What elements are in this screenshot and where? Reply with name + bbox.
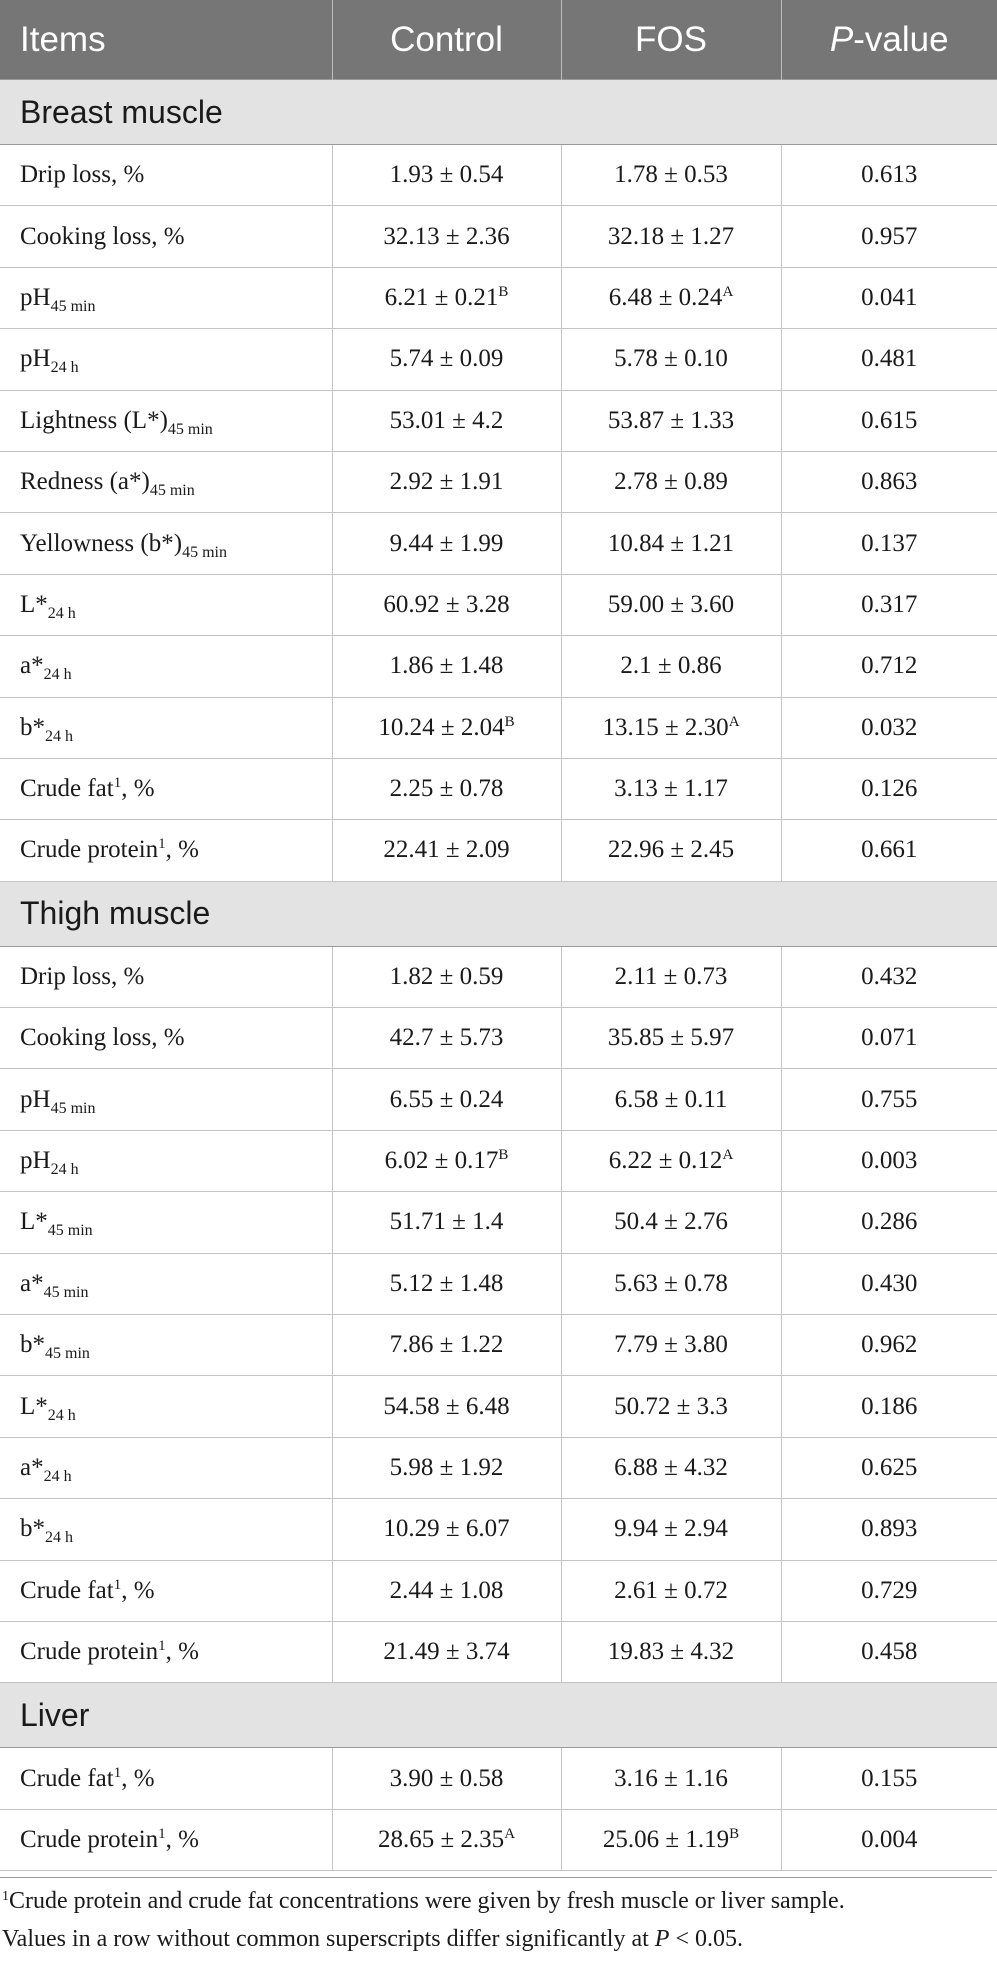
table-row <box>0 1315 997 1376</box>
row-label: pH <box>20 1147 51 1175</box>
footnote-text-2-suffix: < 0.05. <box>669 1926 743 1952</box>
section-row <box>0 881 997 946</box>
table-row <box>0 451 997 512</box>
header-pvalue <box>781 0 997 80</box>
row-label: Lightness (L*) <box>20 406 168 434</box>
table-row <box>0 390 997 451</box>
fos-value: 2.11 ± 0.73 <box>614 962 728 990</box>
p-value-cell: 0.003 <box>781 1130 997 1191</box>
control-value: 10.29 ± 6.07 <box>383 1515 510 1543</box>
fos-value: 2.61 ± 0.72 <box>614 1576 728 1604</box>
row-label: L* <box>20 1208 48 1236</box>
row-label-superscript: 1 <box>158 1825 166 1842</box>
table-row <box>0 1192 997 1253</box>
control-cell <box>332 636 561 697</box>
row-label-cell <box>0 1748 332 1809</box>
fos-superscript: A <box>722 1147 734 1164</box>
table-row <box>0 1253 997 1314</box>
fos-value: 6.88 ± 4.32 <box>614 1454 728 1481</box>
p-value-cell: 0.458 <box>781 1621 997 1682</box>
row-label-subscript: 24 h <box>45 727 73 745</box>
fos-value: 19.83 ± 4.32 <box>607 1638 735 1666</box>
control-value: 1.86 ± 1.48 <box>389 652 504 680</box>
fos-superscript: B <box>729 1825 740 1842</box>
table-row <box>0 574 997 635</box>
p-value-cell: 0.432 <box>781 946 997 1007</box>
table-body <box>0 80 997 1871</box>
row-label-cell <box>0 946 332 1007</box>
control-value: 42.7 ± 5.73 <box>389 1024 504 1052</box>
row-label-cell <box>0 1315 332 1376</box>
row-label-cell <box>0 758 332 819</box>
p-value-cell: 0.155 <box>781 1748 997 1809</box>
row-label-cell <box>0 1253 332 1314</box>
row-label: Crude protein <box>20 1638 159 1666</box>
table-row <box>0 329 997 390</box>
row-label-subscript: 45 min <box>43 1283 89 1301</box>
header-items: Items <box>0 0 332 80</box>
header-row <box>0 0 997 80</box>
fos-cell <box>561 206 781 267</box>
row-label: L* <box>20 1392 48 1420</box>
row-label: b* <box>20 713 45 741</box>
row-label: Crude fat <box>20 1576 114 1604</box>
row-label: Crude fat <box>20 1764 114 1792</box>
control-value: 6.02 ± 0.17 <box>384 1147 499 1175</box>
row-label-subscript: 45 min <box>182 543 227 561</box>
control-value: 10.24 ± 2.04 <box>378 713 505 741</box>
footnote-marker: 1 <box>2 1889 9 1904</box>
fos-cell <box>561 513 781 574</box>
row-label-cell <box>0 1376 332 1437</box>
row-label: Drip loss, % <box>20 962 145 990</box>
control-value: 2.25 ± 0.78 <box>389 775 504 803</box>
row-label-suffix: , % <box>121 775 155 803</box>
row-label-cell <box>0 145 332 206</box>
p-value-cell: 0.613 <box>781 145 997 206</box>
control-value: 54.58 ± 6.48 <box>383 1392 510 1420</box>
header-pvalue-rest: -value <box>853 19 949 59</box>
p-value-cell: 0.755 <box>781 1069 997 1130</box>
row-label-superscript: 1 <box>158 1638 166 1655</box>
control-value: 2.44 ± 1.08 <box>389 1576 504 1604</box>
row-label-subscript: 45 min <box>167 420 213 438</box>
fos-value: 6.48 ± 0.24 <box>608 283 723 311</box>
control-cell <box>332 1621 561 1682</box>
row-label-cell <box>0 329 332 390</box>
row-label-superscript: 1 <box>158 836 166 853</box>
fos-value: 5.78 ± 0.10 <box>614 345 728 373</box>
row-label-subscript: 45 min <box>149 482 195 500</box>
row-label: Cooking loss, % <box>20 222 185 250</box>
control-cell <box>332 697 561 758</box>
row-label-suffix: , % <box>165 1638 199 1666</box>
fos-cell <box>561 1809 781 1870</box>
row-label-superscript: 1 <box>113 1576 122 1593</box>
table-row <box>0 697 997 758</box>
footnote-text-1: Crude protein and crude fat concentrations were given by fresh muscle or liver sample. <box>9 1888 845 1914</box>
row-label-subscript: 24 h <box>45 1529 73 1547</box>
fos-cell <box>561 390 781 451</box>
fos-superscript: A <box>728 713 740 730</box>
fos-value: 1.78 ± 0.53 <box>614 161 728 189</box>
control-cell <box>332 1130 561 1191</box>
footnote-text-2-prefix: Values in a row without common superscripts differ significantly at <box>2 1926 655 1952</box>
row-label: a* <box>20 652 44 680</box>
control-superscript: B <box>498 283 509 300</box>
row-label-superscript: 1 <box>113 775 122 792</box>
fos-value: 13.15 ± 2.30 <box>602 713 729 741</box>
p-value-cell: 0.962 <box>781 1315 997 1376</box>
control-value: 1.93 ± 0.54 <box>389 161 504 189</box>
row-label-cell <box>0 636 332 697</box>
row-label-cell <box>0 451 332 512</box>
fos-value: 7.79 ± 3.80 <box>614 1331 728 1359</box>
table-row <box>0 946 997 1007</box>
row-label-subscript: 24 h <box>50 359 79 377</box>
control-superscript: B <box>504 713 515 730</box>
p-value-cell: 0.625 <box>781 1437 997 1498</box>
fos-cell <box>561 1499 781 1560</box>
fos-cell <box>561 1008 781 1069</box>
row-label-subscript: 24 h <box>50 1161 79 1179</box>
fos-value: 3.16 ± 1.16 <box>614 1764 728 1792</box>
fos-cell <box>561 145 781 206</box>
control-cell <box>332 1499 561 1560</box>
fos-cell <box>561 1192 781 1253</box>
fos-value: 2.1 ± 0.86 <box>620 652 722 680</box>
row-label: Redness (a*) <box>20 468 150 496</box>
fos-cell <box>561 574 781 635</box>
row-label-subscript: 24 h <box>43 666 72 684</box>
p-value-cell: 0.071 <box>781 1008 997 1069</box>
row-label-subscript: 45 min <box>50 297 96 315</box>
control-cell <box>332 1748 561 1809</box>
row-label-suffix: , % <box>165 836 199 864</box>
control-cell <box>332 451 561 512</box>
table-row <box>0 758 997 819</box>
fos-cell <box>561 758 781 819</box>
control-cell <box>332 267 561 328</box>
control-superscript: A <box>504 1825 516 1842</box>
row-label-cell <box>0 1192 332 1253</box>
fos-cell <box>561 451 781 512</box>
row-label-cell <box>0 267 332 328</box>
p-value-cell: 0.137 <box>781 513 997 574</box>
p-value-cell: 0.729 <box>781 1560 997 1621</box>
p-value-cell: 0.317 <box>781 574 997 635</box>
fos-cell <box>561 267 781 328</box>
header-pvalue-italic: P <box>829 19 854 59</box>
table-row <box>0 820 997 881</box>
row-label: Yellowness (b*) <box>20 529 183 557</box>
control-value: 9.44 ± 1.99 <box>389 529 504 557</box>
fos-value: 6.22 ± 0.12 <box>608 1147 723 1175</box>
control-value: 1.82 ± 0.59 <box>389 962 504 990</box>
row-label-subscript: 45 min <box>50 1099 96 1117</box>
row-label-cell <box>0 1008 332 1069</box>
p-value-cell: 0.957 <box>781 206 997 267</box>
control-cell <box>332 206 561 267</box>
control-value: 3.90 ± 0.58 <box>389 1764 504 1792</box>
p-value-cell: 0.126 <box>781 758 997 819</box>
row-label-cell <box>0 697 332 758</box>
control-cell <box>332 758 561 819</box>
fos-cell <box>561 1315 781 1376</box>
row-label: Crude protein <box>20 1825 159 1853</box>
control-cell <box>332 329 561 390</box>
control-cell <box>332 1560 561 1621</box>
table-row <box>0 1621 997 1682</box>
table-row <box>0 1437 997 1498</box>
fos-value: 22.96 ± 2.45 <box>607 836 735 864</box>
control-cell <box>332 946 561 1007</box>
fos-cell <box>561 820 781 881</box>
fos-value: 50.4 ± 2.76 <box>614 1208 728 1236</box>
row-label-suffix: , % <box>121 1764 155 1792</box>
row-label: a* <box>20 1454 44 1481</box>
p-value-cell: 0.186 <box>781 1376 997 1437</box>
control-cell <box>332 1192 561 1253</box>
fos-cell <box>561 1560 781 1621</box>
p-value-cell: 0.286 <box>781 1192 997 1253</box>
fos-value: 3.13 ± 1.17 <box>614 775 728 803</box>
row-label: Cooking loss, % <box>20 1024 185 1052</box>
control-cell <box>332 1069 561 1130</box>
section-title: Liver <box>0 1683 997 1748</box>
row-label-subscript: 24 h <box>47 604 76 622</box>
fos-value: 53.87 ± 1.33 <box>607 406 735 434</box>
table-row <box>0 1376 997 1437</box>
row-label: L* <box>20 590 48 618</box>
row-label: pH <box>20 1085 51 1113</box>
row-label: a* <box>20 1269 44 1297</box>
table-row <box>0 513 997 574</box>
header-control: Control <box>332 0 561 80</box>
control-value: 2.92 ± 1.91 <box>389 468 504 496</box>
control-value: 51.71 ± 1.4 <box>389 1208 504 1236</box>
p-value-cell: 0.893 <box>781 1499 997 1560</box>
row-label: b* <box>20 1331 45 1359</box>
p-value-cell: 0.712 <box>781 636 997 697</box>
table-row <box>0 1809 997 1870</box>
table-row <box>0 636 997 697</box>
fos-cell <box>561 1437 781 1498</box>
section-title: Breast muscle <box>0 80 997 145</box>
p-value-cell: 0.032 <box>781 697 997 758</box>
control-value: 60.92 ± 3.28 <box>383 590 510 618</box>
control-cell <box>332 1809 561 1870</box>
row-label-cell <box>0 1437 332 1498</box>
table-row <box>0 1560 997 1621</box>
p-value-cell: 0.004 <box>781 1809 997 1870</box>
row-label-superscript: 1 <box>113 1764 122 1781</box>
control-value: 6.21 ± 0.21 <box>384 283 499 311</box>
p-value-cell: 0.430 <box>781 1253 997 1314</box>
row-label-cell <box>0 1130 332 1191</box>
table-footnote <box>0 1877 992 1956</box>
control-cell <box>332 1253 561 1314</box>
table-row <box>0 145 997 206</box>
fos-cell <box>561 1069 781 1130</box>
p-value-cell: 0.615 <box>781 390 997 451</box>
row-label-subscript: 45 min <box>45 1345 90 1363</box>
fos-cell <box>561 1253 781 1314</box>
fos-value: 9.94 ± 2.94 <box>614 1515 728 1543</box>
row-label-suffix: , % <box>121 1576 155 1604</box>
section-title: Thigh muscle <box>0 881 997 946</box>
table-row <box>0 1499 997 1560</box>
fos-value: 50.72 ± 3.3 <box>614 1392 728 1420</box>
fos-value: 2.78 ± 0.89 <box>614 468 728 496</box>
row-label-cell <box>0 820 332 881</box>
table-row <box>0 267 997 328</box>
row-label-cell <box>0 1560 332 1621</box>
fos-superscript: A <box>722 283 734 300</box>
table-row <box>0 1748 997 1809</box>
control-value: 32.13 ± 2.36 <box>383 222 510 250</box>
footnote-line-2 <box>2 1922 992 1956</box>
fos-value: 6.58 ± 0.11 <box>614 1085 728 1113</box>
fos-cell <box>561 946 781 1007</box>
p-value-cell: 0.041 <box>781 267 997 328</box>
row-label: Drip loss, % <box>20 161 145 189</box>
row-label-cell <box>0 1069 332 1130</box>
row-label-cell <box>0 513 332 574</box>
footnote-line-1 <box>2 1884 992 1922</box>
row-label-cell <box>0 574 332 635</box>
p-value-cell: 0.661 <box>781 820 997 881</box>
table-row <box>0 1130 997 1191</box>
row-label-subscript: 24 h <box>47 1406 76 1424</box>
row-label-cell <box>0 390 332 451</box>
header-fos: FOS <box>561 0 781 80</box>
fos-value: 35.85 ± 5.97 <box>607 1024 735 1052</box>
control-superscript: B <box>498 1147 509 1164</box>
row-label: pH <box>20 283 51 311</box>
row-label-suffix: , % <box>165 1825 199 1853</box>
control-cell <box>332 820 561 881</box>
row-label: Crude protein <box>20 836 159 864</box>
table-row <box>0 1008 997 1069</box>
p-value-cell: 0.481 <box>781 329 997 390</box>
control-value: 6.55 ± 0.24 <box>389 1085 504 1113</box>
control-cell <box>332 1437 561 1498</box>
fos-value: 32.18 ± 1.27 <box>607 222 735 250</box>
control-value: 5.98 ± 1.92 <box>389 1454 504 1481</box>
control-value: 5.12 ± 1.48 <box>389 1269 504 1297</box>
control-cell <box>332 1008 561 1069</box>
fos-cell <box>561 1748 781 1809</box>
fos-cell <box>561 1376 781 1437</box>
control-cell <box>332 574 561 635</box>
control-value: 28.65 ± 2.35 <box>377 1825 505 1853</box>
row-label-cell <box>0 1621 332 1682</box>
row-label: b* <box>20 1515 45 1543</box>
fos-value: 5.63 ± 0.78 <box>614 1269 728 1297</box>
section-row <box>0 1683 997 1748</box>
fos-cell <box>561 1130 781 1191</box>
section-row <box>0 80 997 145</box>
fos-cell <box>561 697 781 758</box>
control-value: 53.01 ± 4.2 <box>389 406 504 434</box>
control-cell <box>332 513 561 574</box>
row-label-cell <box>0 1809 332 1870</box>
fos-cell <box>561 1621 781 1682</box>
control-cell <box>332 1376 561 1437</box>
fos-cell <box>561 636 781 697</box>
control-cell <box>332 1315 561 1376</box>
row-label-cell <box>0 206 332 267</box>
row-label: pH <box>20 345 51 373</box>
fos-value: 10.84 ± 1.21 <box>607 529 735 557</box>
control-value: 22.41 ± 2.09 <box>383 836 510 864</box>
control-cell <box>332 390 561 451</box>
control-value: 7.86 ± 1.22 <box>389 1331 504 1359</box>
table-row <box>0 1069 997 1130</box>
fos-value: 25.06 ± 1.19 <box>602 1825 730 1853</box>
row-label-subscript: 45 min <box>47 1222 93 1240</box>
p-value-cell: 0.863 <box>781 451 997 512</box>
footnote-text-2-italic: P <box>654 1926 670 1952</box>
row-label: Crude fat <box>20 775 114 803</box>
control-cell <box>332 145 561 206</box>
row-label-cell <box>0 1499 332 1560</box>
control-value: 21.49 ± 3.74 <box>383 1638 510 1666</box>
fos-value: 59.00 ± 3.60 <box>607 590 735 618</box>
row-label-subscript: 24 h <box>43 1468 72 1485</box>
table-row <box>0 206 997 267</box>
control-value: 5.74 ± 0.09 <box>389 345 504 373</box>
fos-cell <box>561 329 781 390</box>
